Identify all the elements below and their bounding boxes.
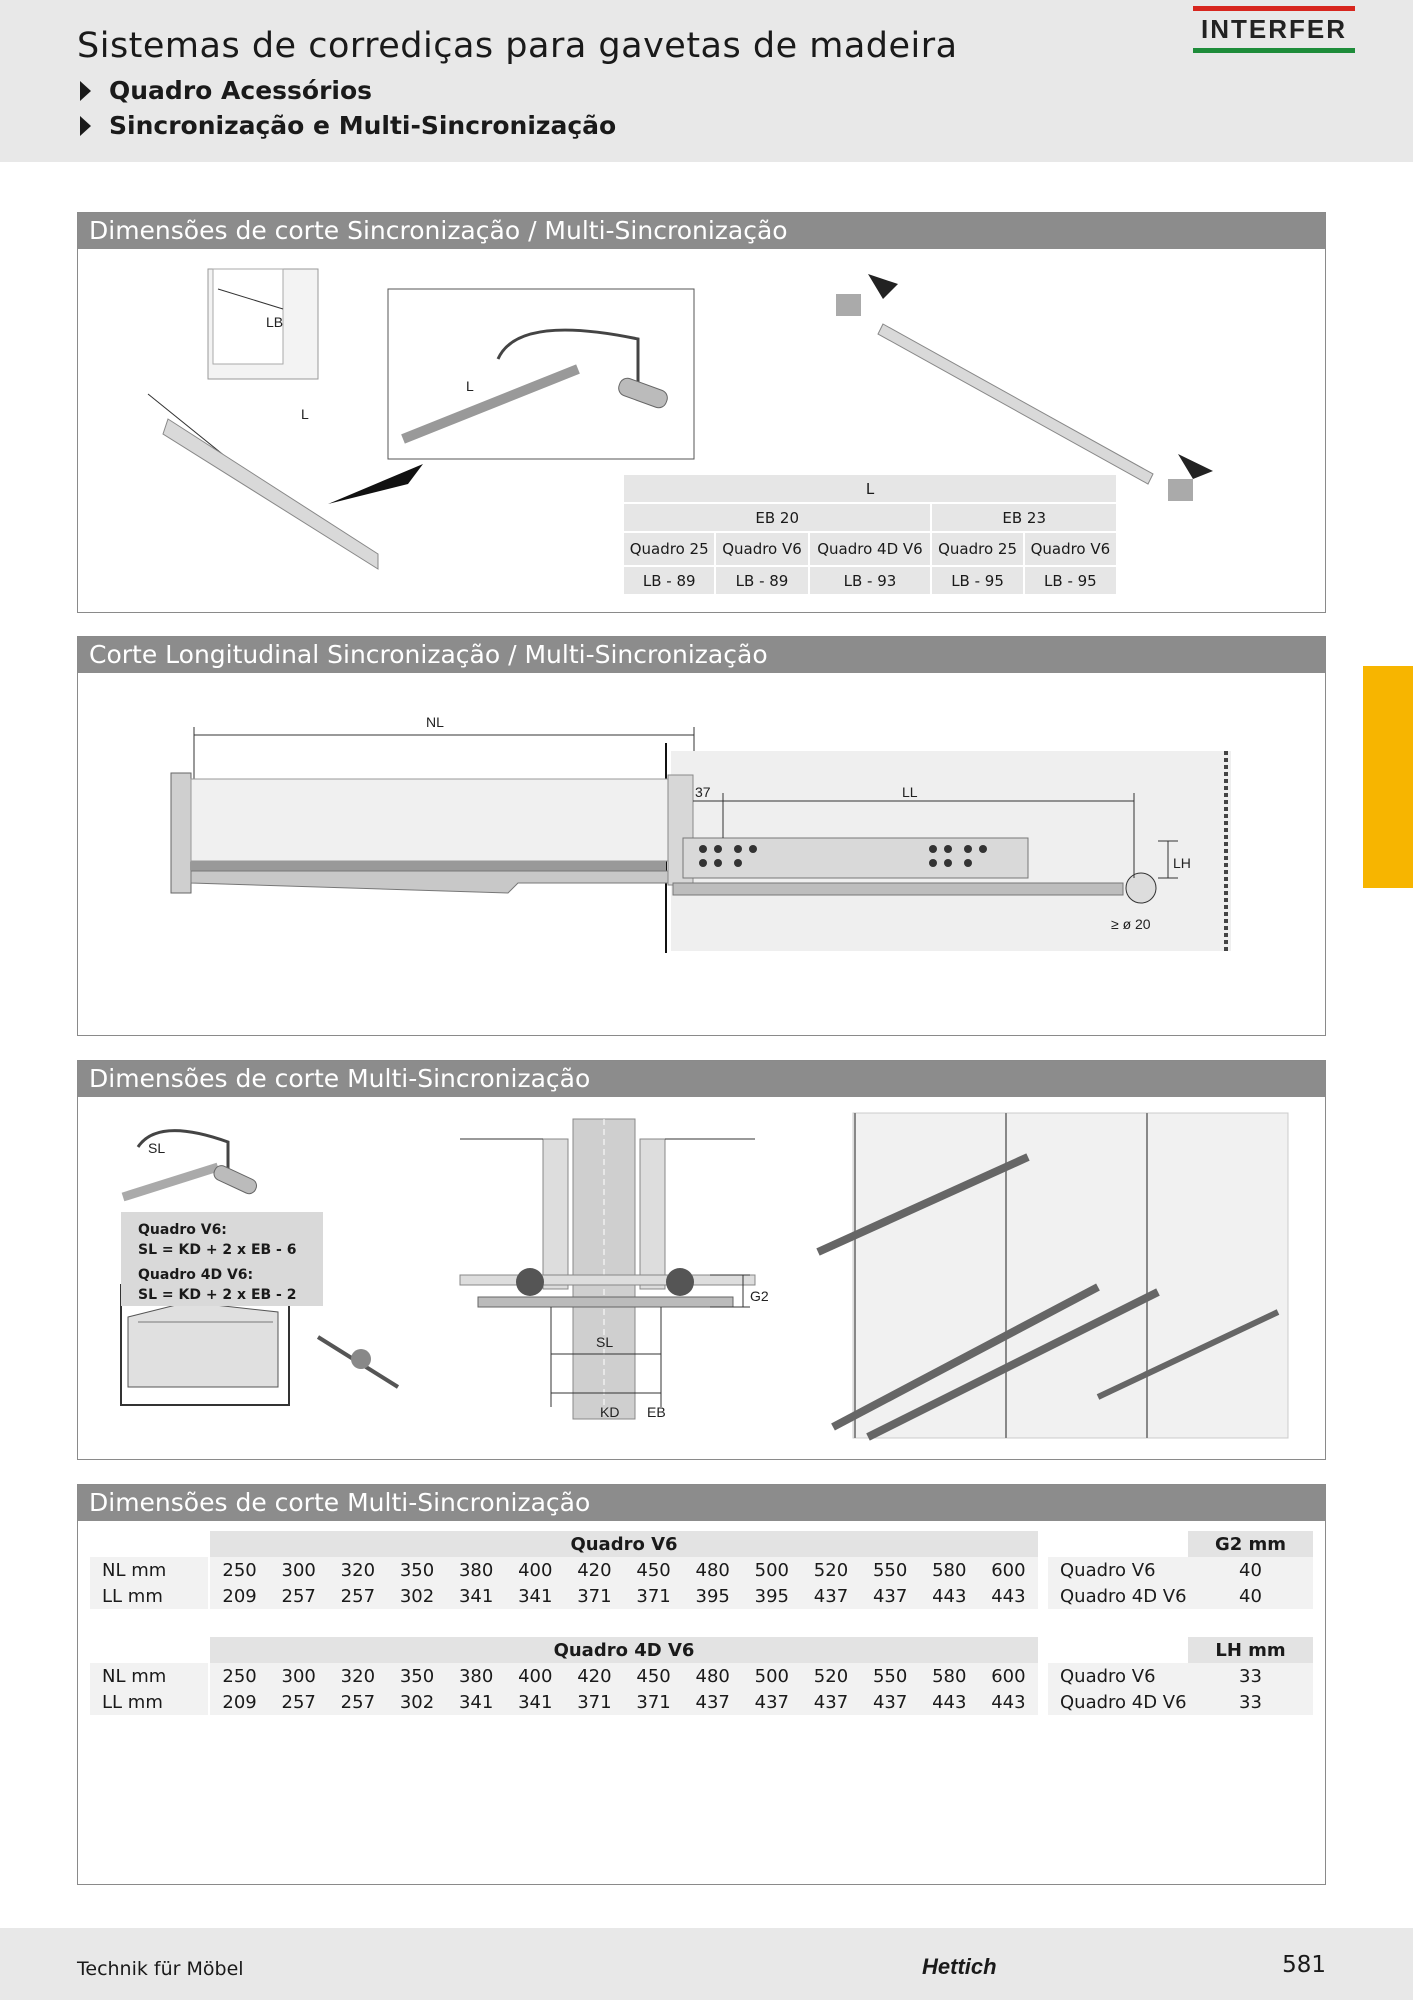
table-cell: 420: [565, 1557, 624, 1583]
table-cell: 341: [447, 1583, 506, 1609]
row-label: LL mm: [90, 1689, 208, 1715]
table-cell: 320: [328, 1663, 387, 1689]
brand-red-bar: [1193, 6, 1355, 11]
lh-label: LH: [1173, 855, 1191, 871]
table-cell: 400: [506, 1663, 565, 1689]
table-quadro-v6: [90, 1531, 1038, 1609]
table-cell: 371: [565, 1689, 624, 1715]
col-value: LB - 89: [715, 566, 808, 595]
length-table: [622, 473, 1118, 596]
table-cell: 550: [861, 1557, 920, 1583]
panel-longitudinal-section: [77, 636, 1326, 1036]
row-label: Quadro V6: [1048, 1557, 1188, 1583]
table-cell: 371: [624, 1583, 683, 1609]
subtitle-sync: [80, 111, 616, 140]
table-cell: 450: [624, 1557, 683, 1583]
formula-v6-title: Quadro V6:: [138, 1222, 227, 1238]
hettich-logo: Hettich: [922, 1954, 997, 1979]
diameter-label: ≥ ø 20: [1111, 916, 1151, 932]
table-cell: 350: [387, 1663, 446, 1689]
table-cell: 320: [328, 1557, 387, 1583]
subtitle-text: Sincronização e Multi-Sincronização: [109, 111, 617, 140]
table-title: G2 mm: [1188, 1531, 1313, 1557]
table-cell: 520: [801, 1663, 860, 1689]
table-cell: 600: [979, 1557, 1038, 1583]
sl-label-saw: SL: [148, 1140, 166, 1156]
table-title: LH mm: [1188, 1637, 1313, 1663]
table-cell: 380: [447, 1557, 506, 1583]
formula-box: [121, 1212, 323, 1306]
col-value: LB - 95: [1024, 566, 1117, 595]
table-cell: 341: [506, 1689, 565, 1715]
table-cell: 250: [210, 1557, 269, 1583]
table-cell: 437: [861, 1583, 920, 1609]
col-header: Quadro 25: [931, 532, 1023, 566]
table-title: Quadro V6: [210, 1531, 1038, 1557]
table-cell: 437: [861, 1689, 920, 1715]
table-cell: 341: [447, 1689, 506, 1715]
table-cell: 443: [920, 1689, 979, 1715]
table-cell: 600: [979, 1663, 1038, 1689]
table-cell: 33: [1188, 1689, 1313, 1715]
table-cell: 33: [1188, 1663, 1313, 1689]
table-cell: 341: [506, 1583, 565, 1609]
length-table-top: L: [623, 474, 1117, 503]
row-label: LL mm: [90, 1583, 208, 1609]
table-cell: 500: [742, 1663, 801, 1689]
table-cell: 420: [565, 1663, 624, 1689]
table-cell: 395: [683, 1583, 742, 1609]
table-cell: 302: [387, 1583, 446, 1609]
table-cell: 480: [683, 1663, 742, 1689]
table-quadro-4d-v6: [90, 1637, 1038, 1715]
row-label: NL mm: [90, 1663, 208, 1689]
table-cell: 250: [210, 1663, 269, 1689]
section-tab: [1363, 666, 1413, 888]
triangle-bullet-icon: [80, 116, 91, 136]
col-header: Quadro 4D V6: [809, 532, 932, 566]
table-cell: 300: [269, 1663, 328, 1689]
table-cell: 443: [979, 1583, 1038, 1609]
row-label: Quadro 4D V6: [1048, 1583, 1188, 1609]
panel-multi-sync-cut: [77, 1060, 1326, 1460]
brand-green-bar: [1193, 48, 1355, 53]
g2-label: G2: [750, 1288, 769, 1304]
table-cell: 302: [387, 1689, 446, 1715]
table-cell: 371: [624, 1689, 683, 1715]
panel-title: Corte Longitudinal Sincronização / Multi-Sincronização: [78, 637, 1325, 673]
panel-title: Dimensões de corte Multi-Sincronização: [78, 1061, 1325, 1097]
col-value: LB - 89: [623, 566, 715, 595]
formula-v6: SL = KD + 2 x EB - 6: [138, 1242, 297, 1258]
triangle-bullet-icon: [80, 81, 91, 101]
panel-cut-dimensions: [77, 212, 1326, 613]
sl-label-section: SL: [596, 1334, 614, 1350]
subtitle-text: Quadro Acessórios: [109, 76, 373, 105]
panel-title: Dimensões de corte Multi-Sincronização: [78, 1485, 1325, 1521]
table-lh: [1048, 1637, 1313, 1715]
l-label-saw: L: [466, 378, 474, 394]
table-cell: 40: [1188, 1557, 1313, 1583]
lb-label: LB: [266, 314, 284, 330]
group-eb23: EB 23: [931, 503, 1117, 532]
row-label: Quadro 4D V6: [1048, 1689, 1188, 1715]
table-cell: 40: [1188, 1583, 1313, 1609]
table-cell: 257: [328, 1583, 387, 1609]
group-eb20: EB 20: [623, 503, 931, 532]
table-cell: 395: [742, 1583, 801, 1609]
table-cell: 437: [683, 1689, 742, 1715]
ll-label: LL: [902, 784, 918, 800]
table-cell: 520: [801, 1557, 860, 1583]
dim-37-label: 37: [695, 784, 711, 800]
table-g2: [1048, 1531, 1313, 1609]
table-cell: 300: [269, 1557, 328, 1583]
table-cell: 437: [801, 1583, 860, 1609]
l-label-rail: L: [301, 406, 309, 422]
formula-4d: SL = KD + 2 x EB - 2: [138, 1287, 297, 1303]
table-cell: 209: [210, 1689, 269, 1715]
col-header: Quadro V6: [715, 532, 808, 566]
page-number: 581: [1282, 1952, 1326, 1978]
panel-title: Dimensões de corte Sincronização / Multi-Sincronização: [78, 213, 1325, 249]
table-cell: 257: [269, 1583, 328, 1609]
table-cell: 209: [210, 1583, 269, 1609]
col-header: Quadro 25: [623, 532, 715, 566]
table-title: Quadro 4D V6: [210, 1637, 1038, 1663]
table-cell: 580: [920, 1663, 979, 1689]
table-cell: 500: [742, 1557, 801, 1583]
table-cell: 450: [624, 1663, 683, 1689]
nl-label: NL: [426, 714, 444, 730]
table-cell: 257: [269, 1689, 328, 1715]
brand-logo: INTERFER: [1201, 14, 1347, 44]
row-label: NL mm: [90, 1557, 208, 1583]
panel-multi-sync-table: [77, 1484, 1326, 1885]
table-cell: 400: [506, 1557, 565, 1583]
table-cell: 437: [742, 1689, 801, 1715]
eb-label: EB: [647, 1404, 666, 1420]
subtitle-accessories: [80, 76, 372, 105]
col-value: LB - 95: [931, 566, 1023, 595]
table-cell: 550: [861, 1663, 920, 1689]
table-cell: 580: [920, 1557, 979, 1583]
table-cell: 257: [328, 1689, 387, 1715]
kd-label: KD: [600, 1404, 620, 1420]
table-cell: 480: [683, 1557, 742, 1583]
table-cell: 350: [387, 1557, 446, 1583]
col-header: Quadro V6: [1024, 532, 1117, 566]
table-cell: 443: [979, 1689, 1038, 1715]
table-cell: 371: [565, 1583, 624, 1609]
col-value: LB - 93: [809, 566, 932, 595]
row-label: Quadro V6: [1048, 1663, 1188, 1689]
page-title: Sistemas de corrediças para gavetas de madeira: [77, 26, 958, 66]
footer-tagline: Technik für Möbel: [77, 1958, 244, 1980]
longitudinal-section-drawing: [78, 673, 1325, 1035]
table-cell: 380: [447, 1663, 506, 1689]
formula-4d-title: Quadro 4D V6:: [138, 1267, 254, 1283]
table-cell: 437: [801, 1689, 860, 1715]
table-cell: 443: [920, 1583, 979, 1609]
